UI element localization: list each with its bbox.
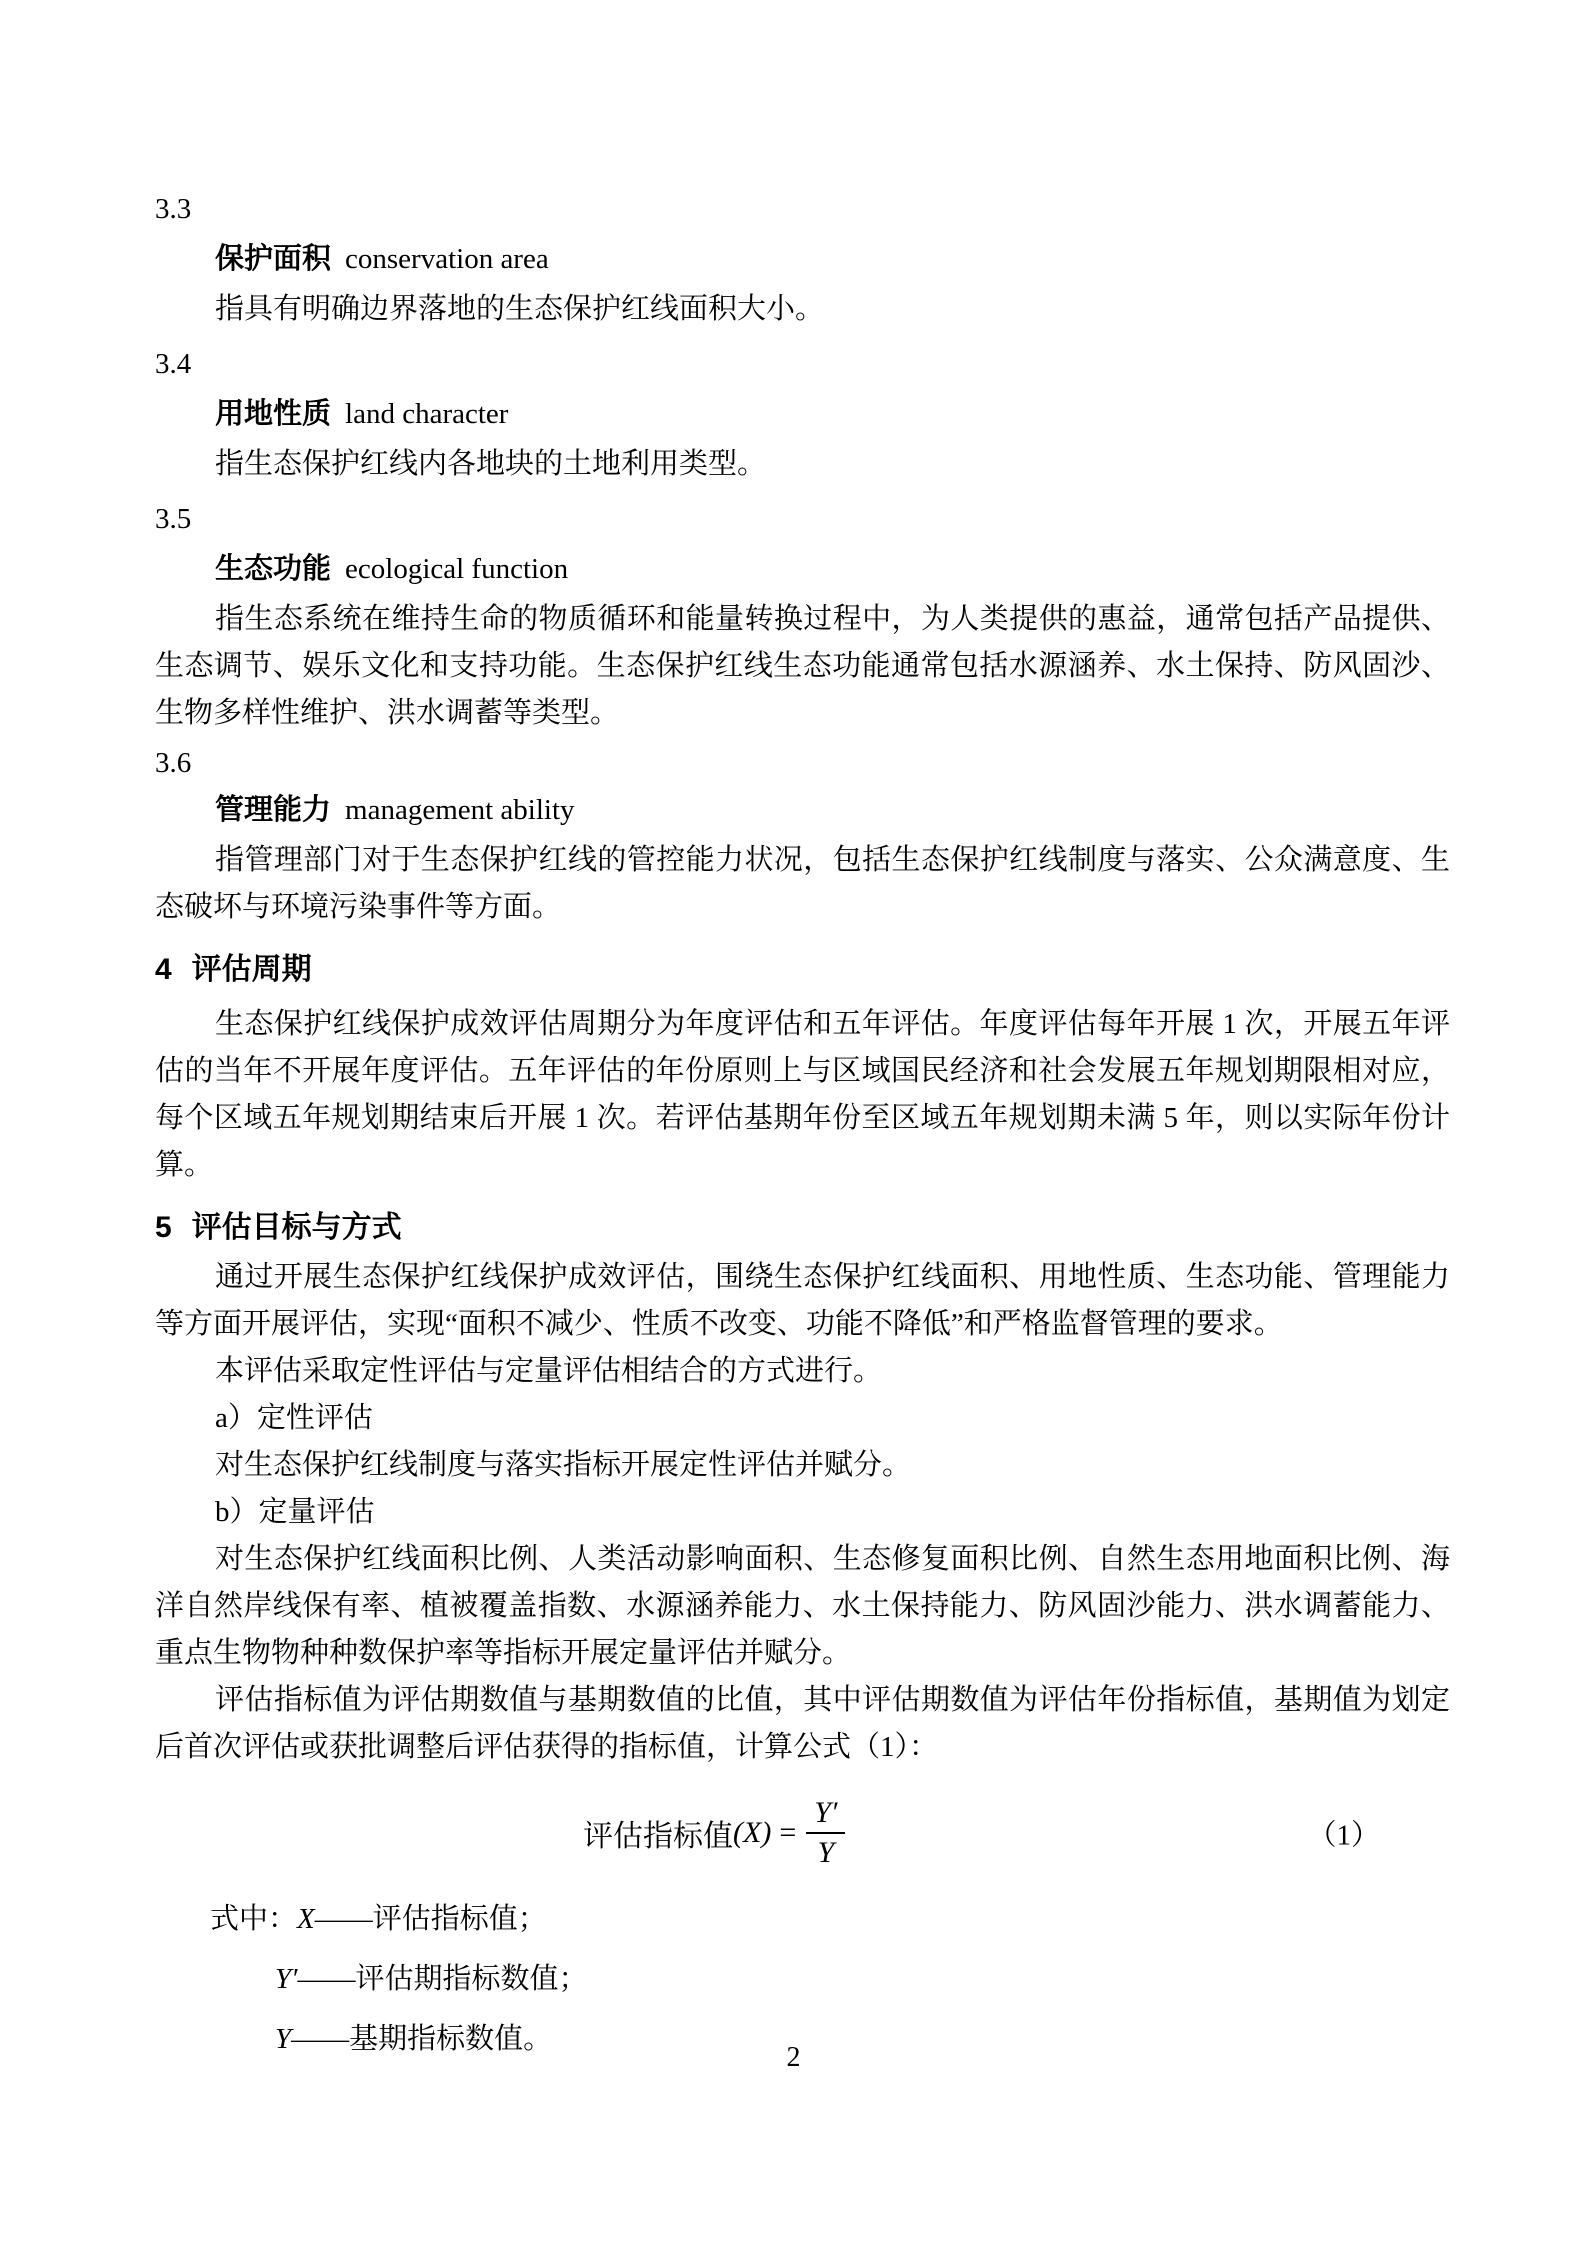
where-dash: —— [297,1963,356,1995]
where-dash: —— [314,1903,373,1935]
where-symbol: X [297,1903,315,1935]
term-number-3-3: 3.3 [155,193,192,225]
clause-4-body: 生态保护红线保护成效评估周期分为年度评估和五年评估。年度评估每年开展 1 次，开展五年评估的当年不开展年度评估。五年评估的年份原则上与区域国民经济和社会发展五年规划期限相对应，每个区域五年规划期结束后开展 1 次。若评估基期年份至区域五年规划期未满 5 年，则以实际年份计算。 [155,1008,1450,1181]
term-definition: 指生态保护红线内各地块的土地利用类型。 [215,448,767,480]
clause-5-item-a-label: a）定性评估 [215,1402,373,1434]
where-desc: 评估指标值； [372,1903,547,1935]
page-number: 2 [786,2042,801,2073]
formula-denominator: Y [817,1836,835,1869]
clause-5-item-b-label: b）定量评估 [215,1496,375,1528]
clause-5-item-b-body: 对生态保护红线面积比例、人类活动影响面积、生态修复面积比例、自然生态用地面积比例、海洋自然岸线保有率、植被覆盖指数、水源涵养能力、水土保持能力、防风固沙能力、洪水调蓄能力、重点生物物种种数保护率等指标开展定量评估并赋分。 [155,1543,1450,1669]
clause-5-para-1: 通过开展生态保护红线保护成效评估，围绕生态保护红线面积、用地性质、生态功能、管理能力等方面开展评估，实现“面积不减少、性质不改变、功能不降低”和严格监督管理的要求。 [155,1261,1450,1340]
term-heading-3-3 [155,236,1450,283]
where-desc: 基期指标数值。 [349,2023,553,2055]
term-definition: 指管理部门对于生态保护红线的管控能力状况，包括生态保护红线制度与落实、公众满意度、生态破坏与环境污染事件等方面。 [155,844,1450,923]
where-symbol: Y′ [275,1963,298,1995]
where-dash: —— [291,2023,350,2055]
where-prefix: 式中： [210,1903,298,1935]
term-number-3-4: 3.4 [155,348,192,380]
term-en-label: ecological function [345,553,569,585]
term-number-3-5: 3.5 [155,503,192,535]
formula-number: （1） [1307,1819,1380,1852]
term-zh-label: 保护面积 [215,243,332,275]
clause-5-para-3: 评估指标值为评估期数值与基期数值的比值，其中评估期数值为评估年份指标值，基期值为划定后首次评估或获批调整后评估获得的指标值，计算公式（1）： [155,1684,1450,1763]
formula-lhs-zh: 评估指标值 [583,1820,733,1853]
clause-5-item-a-body: 对生态保护红线制度与落实指标开展定性评估并赋分。 [215,1449,912,1481]
where-symbol: Y [275,2023,292,2055]
clause-number: 5 [155,1211,172,1244]
where-line-x [155,1889,1450,1949]
clause-4-heading [155,946,1450,993]
formula-numerator: Y′ [806,1796,845,1834]
term-en-label: management ability [345,794,575,826]
clause-5-para-2: 本评估采取定性评估与定量评估相结合的方式进行。 [215,1355,883,1387]
term-definition: 指具有明确边界落地的生态保护红线面积大小。 [215,293,825,325]
term-heading-3-5 [155,546,1450,593]
term-heading-3-4 [155,391,1450,438]
term-heading-3-6 [155,787,1450,834]
term-zh-label: 生态功能 [215,553,332,585]
term-definition: 指生态系统在维持生命的物质循环和能量转换过程中，为人类提供的惠益，通常包括产品提供、生态调节、娱乐文化和支持功能。生态保护红线生态功能通常包括水源涵养、水土保持、防风固沙、生物多样性维护、洪水调蓄等类型。 [155,603,1450,729]
term-en-label: land character [345,398,509,430]
term-en-label: conservation area [345,243,549,275]
term-zh-label: 管理能力 [215,794,332,826]
term-number-3-6: 3.6 [155,747,192,779]
clause-title: 评估目标与方式 [191,1211,402,1244]
formula-fraction [806,1796,845,1870]
term-zh-label: 用地性质 [215,398,332,430]
where-desc: 评估期指标数值； [355,1963,588,1995]
formula-expression [583,1796,845,1870]
formula-lhs-var: (X) [733,1816,772,1849]
where-line-y-prime [155,1949,1450,2009]
formula-equals: = [779,1816,797,1849]
clause-number: 4 [155,953,172,986]
formula-1 [155,1777,1450,1889]
clause-title: 评估周期 [191,953,312,986]
page-content [155,0,1450,2069]
clause-5-heading [155,1204,1450,1251]
